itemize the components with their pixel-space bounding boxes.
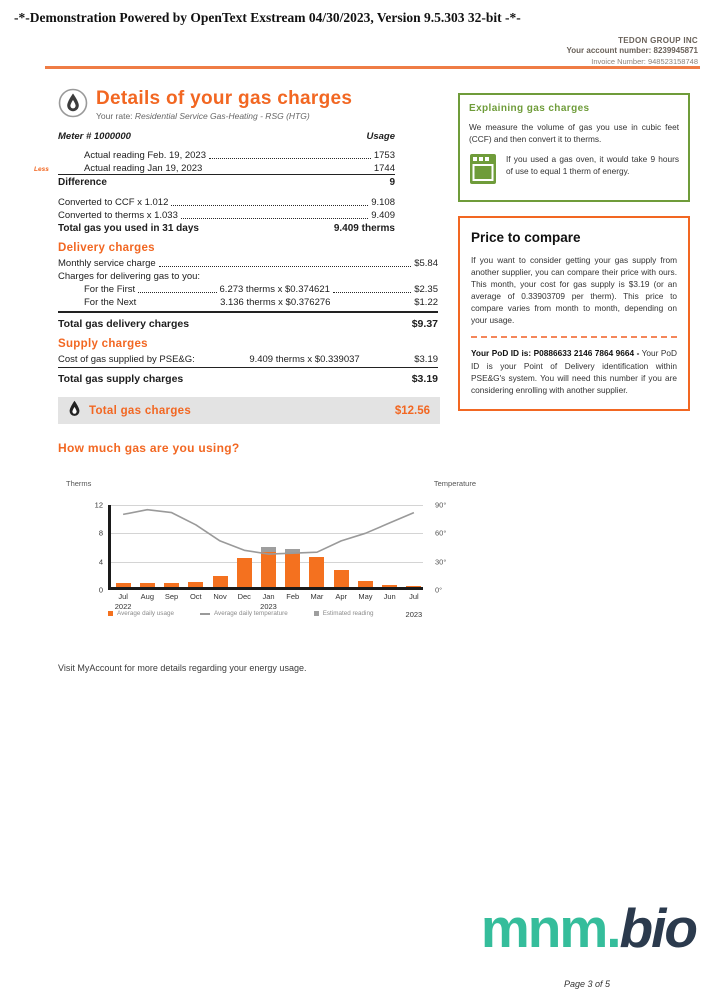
right-tick-label: 0° (435, 585, 443, 595)
legend-item (108, 610, 174, 617)
right-axis-title: Temperature (433, 479, 476, 488)
right-tick-label: 60° (435, 528, 447, 538)
dot-leader (171, 205, 368, 206)
gas-oven-icon (469, 153, 497, 190)
logo-part1: mnm. (480, 897, 620, 959)
details-header (58, 88, 438, 121)
monthly-service-row: Monthly service charge $5.84 (58, 258, 438, 269)
dashed-divider (471, 336, 677, 338)
supply-cost-row: Cost of gas supplied by PSE&G: 9.409 therms x $0.339037 $3.19 (58, 354, 438, 368)
explaining-body: We measure the volume of gas you use in cubic feet (CCF) and then convert it to therms. (469, 122, 679, 145)
delivery-total-row: Total gas delivery charges $9.37 (58, 318, 438, 330)
usage-column-header: Usage (366, 131, 395, 142)
left-tick-label: 12 (94, 500, 103, 510)
chart-legend (108, 610, 373, 617)
legend-line-marker (200, 613, 210, 615)
explaining-title: Explaining gas charges (469, 103, 590, 114)
tier-row-next: For the Next 3.136 therms x $0.376276 $1.22 (58, 297, 438, 313)
month-label: Apr (335, 592, 348, 601)
year-label: 2022 (114, 602, 132, 611)
mnm-bio-logo (480, 897, 696, 959)
year-label: 2023 (260, 602, 277, 611)
oven-tip-text: If you used a gas oven, it would take 9 hours of use to equal 1 therm of energy. (506, 154, 679, 177)
section-title-delivery: Delivery charges (58, 242, 155, 254)
month-label: Nov (213, 592, 227, 601)
usage-question-title: How much gas are you using? (58, 441, 240, 455)
pod-id-rest: Your PoD ID is your Point of Delivery identification within PSE&G's system. You will need this number if you are considering enrolling with another supplier. (471, 348, 677, 396)
month-label: Feb (286, 592, 300, 601)
delivery-table (58, 258, 438, 330)
header-divider (45, 66, 700, 69)
total-gas-value: $12.56 (394, 404, 430, 417)
legend-label: Average daily temperature (213, 610, 288, 617)
left-tick-label: 4 (98, 557, 103, 567)
account-block (567, 36, 698, 67)
month-label: Oct (189, 592, 202, 601)
price-to-compare-box (458, 216, 690, 411)
pod-id-bold: Your PoD ID is: P0886633 2146 7864 9664 - (471, 348, 640, 359)
dot-leader (181, 218, 368, 219)
explaining-gas-charges-box (458, 93, 690, 202)
logo-part2: bio (619, 897, 696, 959)
total-gas-label: Total gas charges (89, 404, 192, 417)
difference-row: Difference 9 (58, 177, 395, 188)
month-label: May (358, 592, 373, 601)
legend-label: Average daily usage (117, 610, 174, 617)
legend-bar-marker (314, 611, 319, 616)
delivery-intro: Charges for delivering gas to you: (58, 271, 201, 282)
dot-leader (138, 292, 216, 293)
gas-flame-icon (58, 88, 88, 118)
info-column (458, 93, 690, 411)
total-used-row: Total gas you used in 31 days 9.409 therms (58, 223, 395, 234)
section-title-supply: Supply charges (58, 338, 148, 350)
legend-item (314, 610, 374, 617)
left-tick-label: 0 (98, 585, 103, 595)
flame-icon-small (68, 400, 81, 422)
month-label: Jun (383, 592, 396, 601)
invoice-number: Invoice Number: 948523158748 (591, 56, 698, 66)
right-tick-label: 90° (435, 500, 447, 510)
page-indicator: Page 3 of 5 (563, 979, 610, 989)
dot-leader (209, 158, 371, 159)
month-label: Jul (409, 592, 419, 601)
left-axis-title: Therms (66, 479, 92, 488)
meter-usage-table (34, 131, 395, 234)
charges-column (34, 88, 476, 673)
right-tick-label: 30° (435, 557, 447, 567)
rate-value: Residential Service Gas-Heating - RSG (HTG) (134, 111, 310, 121)
temperature-line (111, 505, 426, 590)
month-label: Mar (310, 592, 324, 601)
dot-leader (333, 292, 411, 293)
usage-chart (58, 479, 476, 639)
myaccount-note: Visit MyAccount for more details regarding your energy usage. (58, 663, 307, 673)
tier-row-first: For the First 6.273 therms x $0.374621 $2.35 (84, 284, 438, 295)
supply-total-row: Total gas supply charges $3.19 (58, 373, 438, 385)
converted-therms-row: Converted to therms x 1.033 9.409 (58, 210, 395, 221)
legend-label: Estimated reading (322, 610, 374, 617)
reading-row-previous: Less Actual reading Jan 19, 2023 1744 (34, 163, 395, 174)
total-gas-charges-band (58, 397, 440, 424)
month-label: Jan (262, 592, 275, 601)
meter-number: Meter # 1000000 (58, 131, 131, 142)
company-name: TEDON GROUP INC (618, 36, 698, 45)
reading-row-current: Actual reading Feb. 19, 2023 1753 (84, 150, 395, 161)
left-tick-label: 8 (98, 528, 103, 538)
rate-line (96, 111, 438, 121)
section-title-details: Details of your gas charges (96, 88, 353, 109)
legend-bar-marker (108, 611, 113, 616)
supply-table (58, 354, 438, 385)
price-compare-title: Price to compare (471, 230, 581, 246)
month-label: Aug (140, 592, 155, 601)
pod-id-text (471, 347, 677, 397)
converted-ccf-row: Converted to CCF x 1.012 9.108 (58, 197, 395, 208)
dot-leader (159, 266, 412, 267)
price-compare-body: If you want to consider getting your gas supply from another supplier, you can compare their price with ours. This month, your cost for gas supply is $3.19 (or an average of 0.33903709 per therm). This price to compare varies from month to month, depending on your usage. (471, 255, 677, 326)
account-number: Your account number: 8239945871 (566, 46, 698, 56)
less-label: Less (34, 166, 49, 173)
legend-item (200, 610, 288, 617)
month-label: Jul (118, 592, 128, 601)
demo-banner: -*-Demonstration Powered by OpenText Exstream 04/30/2023, Version 9.5.303 32-bit -*- (14, 10, 521, 25)
rate-prefix: Your rate: (96, 111, 133, 121)
month-label: Dec (237, 592, 251, 601)
year-label: 2023 (405, 610, 423, 619)
month-label: Sep (164, 592, 179, 601)
